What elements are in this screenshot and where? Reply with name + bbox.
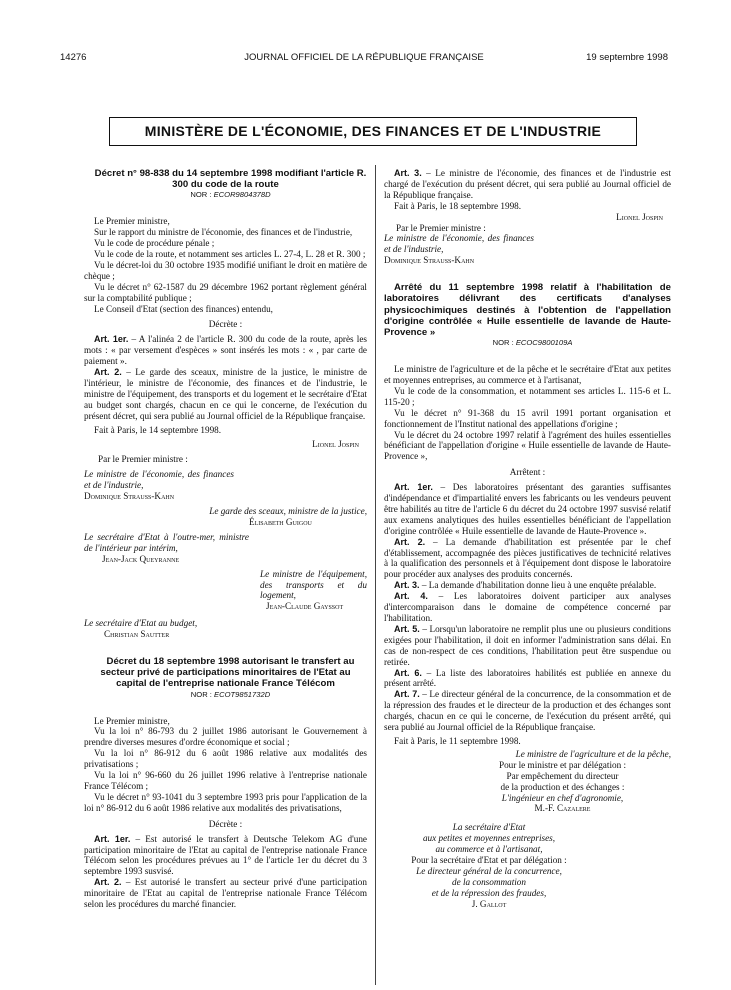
arrete-article: Art. 3. – La demande d'habilitation donne lieu à une enquête préalable. (394, 580, 657, 591)
decret1-s5-name: Christian Sautter (104, 629, 170, 640)
decret1-article-1: Art. 1er. – A l'alinéa 2 de l'article R. 300 du code de la route, après les mots : « par versement d'espèces » sont insérés les mots : « , par carte de paiement ». (84, 334, 367, 367)
arrete-signature-1: Le ministre de l'agriculture et de la pêche, Pour le ministre et par délégation : Par empêchement du directeur de la production et des échanges : L'ingénieur en chef d'agronomie, M.-F. Cazalere (498, 748, 671, 814)
decret1-s1-role: Le ministre de l'économie, des finances et de l'industrie, (84, 469, 234, 491)
issue-date: 19 septembre 1998 (586, 52, 668, 63)
arrete-arretent: Arrêtent : (509, 467, 546, 478)
decret2-article-3: Art. 3. – Le ministre de l'économie, des finances et de l'industrie est chargé de l'exécution du présent décret, qui sera publié au Journal officiel de la République française. (384, 168, 671, 200)
decret1-s1-name: Dominique Strauss-Kahn (84, 491, 175, 502)
decret1-s5-role: Le secrétaire d'Etat au budget, (84, 618, 198, 629)
decret1-line: Vu le code de procédure pénale ; (94, 238, 215, 249)
decret2-par: Par le Premier ministre : (396, 222, 486, 233)
decret2-line: Le Premier ministre, (94, 715, 170, 726)
decret2-line: Vu la loi n° 96-660 du 26 juillet 1996 relative à l'entreprise nationale France Télécom ; (84, 770, 367, 791)
decret1-line: Le Conseil d'Etat (section des finances) entendu, (94, 303, 273, 314)
decret1-signer: Lionel Jospin (312, 438, 359, 449)
arrete-article: Art. 4. – Les laboratoires doivent participer aux analyses d'intercomparaison dans le domaine de compétence concerné par l'habilitation. (384, 591, 671, 624)
arrete-line: Vu le décret n° 91-368 du 15 avril 1991 portant organisation et fonctionnement de l'Institut national des appellations d'origine ; (384, 407, 671, 429)
decret2-line: Vu la loi n° 86-793 du 2 juillet 1986 autorisant le Gouvernement à prendre diverses mesures d'ordre économique et social ; (84, 726, 367, 748)
decret2-article-2: Art. 2. – Est autorisé le transfert au secteur privé d'une participation minoritaire de l'Etat au capital de l'entreprise nationale France Télécom selon les procédures du marché financier. (84, 877, 367, 910)
decret1-decrete: Décrète : (208, 319, 243, 330)
decret1-nor: NOR : ECOR9804378D (190, 190, 271, 200)
decret2-s1-role: Le ministre de l'économie, des finances et de l'industrie, (384, 233, 534, 255)
arrete-article: Art. 7. – Le directeur général de la concurrence, de la consommation et de la répression des fraudes et le directeur de la production et des échanges sont chargés, chacun en ce qui le concerne, de l'exécution du présent arrêté, qui sera publié au Journal officiel de la République française. (384, 689, 671, 733)
decret2-decrete: Décrète : (208, 818, 243, 829)
decret1-s3-name: Jean-Jack Queyranne (102, 553, 180, 564)
decret1-article-2: Art. 2. – Le garde des sceaux, ministre de la justice, le ministre de l'intérieur, le ministre de l'économie, des finances et de l'industrie, le ministre de l'équipement, des transports et du logement et le secrétaire d'Etat au budget sont chargés, chacun en ce qui le concerne, de l'exécution du présent décret, qui sera publié au Journal officiel de la République française. (84, 367, 367, 421)
ministry-title: MINISTÈRE DE L'ÉCONOMIE, DES FINANCES ET DE L'INDUSTRIE (144, 123, 602, 139)
decret2-article-1: Art. 1er. – Est autorisé le transfert à Deutsche Telekom AG d'une participation minoritaire de l'Etat au capital de l'entreprise nationale France Télécom selon les procédures prévues au 1° de l'article 1er du décret du 3 septembre 1993 susvisé. (84, 833, 367, 877)
page-number: 14276 (60, 52, 87, 63)
arrete-line: Le ministre de l'agriculture et de la pêche et le secrétaire d'Etat aux petites et moyennes entreprises, au commerce et à l'artisanat, (384, 364, 671, 385)
column-divider (375, 165, 376, 985)
arrete-signature-2: La secrétaire d'Etat aux petites et moyennes entreprises, au commerce et à l'artisanat, Pour la secrétaire d'Etat et par délégation : Le directeur général de la concurrence, de la consommation et de la répression des fraudes, J. Gallot (411, 822, 567, 909)
arrete-fait: Fait à Paris, le 11 septembre 1998. (394, 735, 521, 746)
decret2-fait: Fait à Paris, le 18 septembre 1998. (394, 200, 522, 211)
arrete-article: Art. 6. – La liste des laboratoires habilités est publiée en annexe du présent arrêté. (384, 667, 671, 689)
arrete-article: Art. 2. – La demande d'habilitation est présentée par le chef d'établissement, accompagnée des pièces justificatives de technicité relatives à la qualification des personnels et à l'équipement dont dispose le laboratoire pour procéder aux analyses des produits concernés. (384, 536, 671, 580)
right-column (384, 168, 671, 910)
decret2-title: Décret du 18 septembre 1998 autorisant le transfert au secteur privé de participations minoritaires de l'Etat au capital de l'entreprise nationale France Télécom (100, 656, 355, 690)
decret1-line: Vu le décret-loi du 30 octobre 1935 modifié unifiant le droit en matière de chèque ; (84, 259, 367, 281)
decret1-s2-name: Élisabeth Guigou (249, 516, 312, 527)
decret1-line: Sur le rapport du ministre de l'économie, des finances et de l'industrie, (94, 227, 353, 238)
decret1-par: Par le Premier ministre : (98, 454, 188, 465)
decret1-title: Décret n° 98-838 du 14 septembre 1998 modifiant l'article R. 300 du code de la route (94, 168, 367, 191)
arrete-line: Vu le code de la consommation, et notamment ses articles L. 115-6 et L. 115-20 ; (384, 385, 671, 407)
decret1-s4-role: Le ministre de l'équipement, des transports et du logement, (260, 568, 367, 601)
left-column (84, 168, 367, 910)
arrete-nor: NOR : ECOC9800109A (492, 338, 573, 348)
arrete-line: Vu le décret du 24 octobre 1997 relatif à l'agrément des huiles essentielles bénéficiant de l'appellation d'origine « Huile essentielle de lavande de Haute-Provence », (384, 429, 671, 462)
decret2-line: Vu le décret n° 93-1041 du 3 septembre 1993 pris pour l'application de la loi n° 86-912 du 6 août 1986 relative aux modalités des privatisations, (84, 791, 367, 813)
ministry-banner (109, 117, 637, 146)
decret1-line: Le Premier ministre, (94, 216, 170, 227)
decret2-signer: Lionel Jospin (616, 211, 663, 222)
decret1-line: Vu le décret n° 62-1587 du 29 décembre 1962 portant règlement général sur la comptabilité publique ; (84, 281, 367, 303)
decret1-fait: Fait à Paris, le 14 septembre 1998. (94, 424, 222, 435)
decret2-line: Vu la loi n° 86-912 du 6 août 1986 relative aux modalités des privatisations ; (84, 748, 367, 770)
decret1-s2-role: Le garde des sceaux, ministre de la justice, (209, 506, 367, 517)
journal-title: JOURNAL OFFICIEL DE LA RÉPUBLIQUE FRANÇAISE (244, 52, 484, 63)
decret2-s1-name: Dominique Strauss-Kahn (384, 255, 475, 266)
page-header (60, 52, 668, 66)
decret1-s4-name: Jean-Claude Gayssot (266, 601, 344, 612)
decret1-s3-role: Le secrétaire d'Etat à l'outre-mer, ministre de l'intérieur par intérim, (84, 531, 249, 553)
arrete-title: Arrêté du 11 septembre 1998 relatif à l'habilitation de laboratoires délivrant des certificats d'analyses physicochimiques destinés à l'obtention de l'appellation d'origine contrôlée « Huile essentielle de lavande de Haute-Provence » (384, 282, 671, 338)
decret2-nor: NOR : ECOT9851732D (190, 689, 271, 699)
arrete-article: Art. 5. – Lorsqu'un laboratoire ne remplit plus une ou plusieurs conditions exigées pour l'habilitation, il doit en informer l'administration sans délai. En cas de non-respect de ces conditions, l'habilitation peut être suspendue ou retirée. (384, 623, 671, 667)
arrete-article: Art. 1er. – Des laboratoires présentant des garanties suffisantes d'indépendance et d'impartialité envers les fabricants ou les vendeurs peuvent être habilités au titre de l'article 6 du décret du 24 octobre 1997 susvisé relatif aux examens analytiques des huiles essentielles bénéficiant de l'appellation d'origine contrôlée « Huile essentielle de lavande de Haute-Provence ». (384, 482, 671, 536)
decret1-line: Vu le code de la route, et notamment ses articles L. 27-4, L. 28 et R. 300 ; (94, 249, 366, 260)
